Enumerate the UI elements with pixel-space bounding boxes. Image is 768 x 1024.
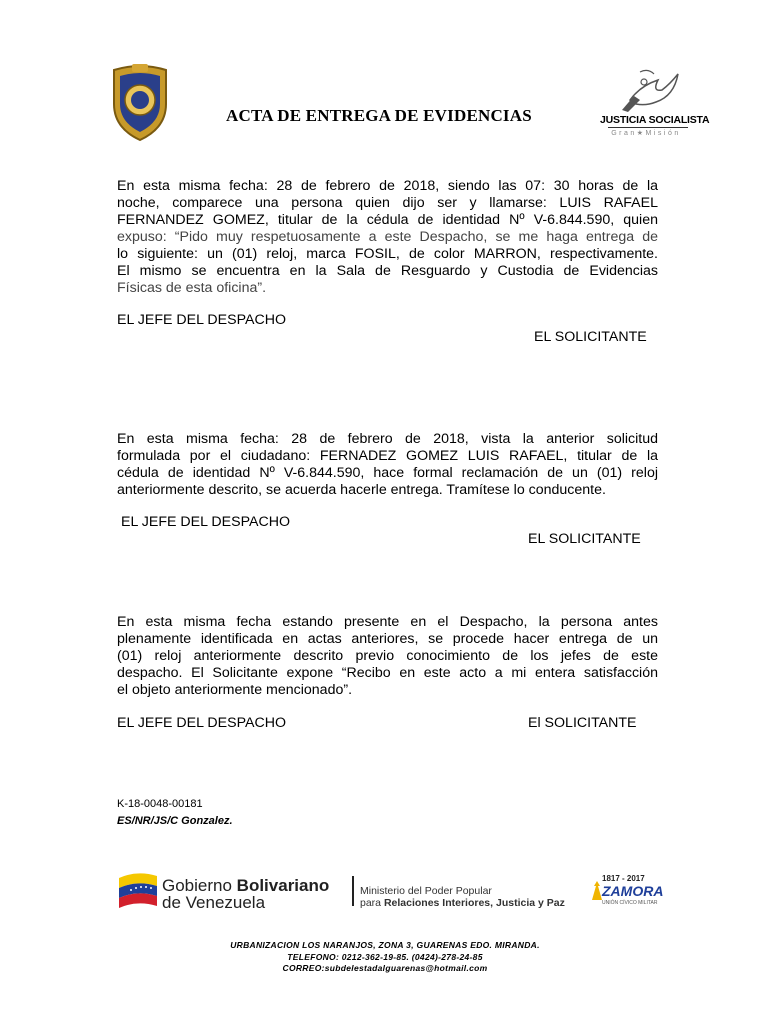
- logo-subcaption: Gran★Misión: [611, 130, 681, 137]
- case-number: K-18-0048-00181: [117, 798, 203, 810]
- paragraph-line: plenamente identificada en actas anteriores, se procede hacer entrega de un: [117, 631, 658, 647]
- document-title: ACTA DE ENTREGA DE EVIDENCIAS: [226, 106, 532, 125]
- paragraph-line: En esta misma fecha estando presente en el Despacho, la persona antes: [117, 614, 658, 630]
- ministerio-line-2: para Relaciones Interiores, Justicia y Paz: [360, 897, 565, 909]
- paragraph-line: lo siguiente: un (01) reloj, marca FOSIL, de color MARRON, respectivamente.: [117, 246, 658, 262]
- ministerio-line-1: Ministerio del Poder Popular: [360, 885, 492, 897]
- jefe-signature-label: EL JEFE DEL DESPACHO: [117, 715, 286, 731]
- paragraph-line: El mismo se encuentra en la Sala de Resguardo y Custodia de Evidencias: [117, 263, 658, 279]
- solicitante-signature-label: EL SOLICITANTE: [528, 531, 641, 547]
- dove-logo: [600, 66, 692, 114]
- paragraph-acuerdo: [117, 431, 658, 499]
- zamora-name: ZAMORA: [602, 883, 664, 899]
- footer-address: URBANIZACION LOS NARANJOS, ZONA 3, GUARENAS EDO. MIRANDA.: [230, 940, 540, 950]
- jefe-signature-label: EL JEFE DEL DESPACHO: [117, 312, 286, 328]
- gobierno-line-1: Gobierno Bolivariano: [162, 876, 330, 895]
- author-initials: ES/NR/JS/C Gonzalez.: [117, 815, 233, 827]
- paragraph-line: FERNANDEZ GOMEZ, titular de la cédula de identidad Nº V-6.844.590, quien: [117, 212, 658, 228]
- paragraph-entrega: [117, 614, 658, 699]
- logo-divider: [608, 127, 688, 128]
- paragraph-line: el objeto anteriormente mencionado”.: [117, 682, 353, 698]
- zamora-years: 1817 - 2017: [602, 874, 645, 883]
- paragraph-line: Físicas de esta oficina”.: [117, 280, 267, 296]
- paragraph-line: noche, comparece una persona quien dijo ser y llamarse: LUIS RAFAEL: [117, 195, 658, 211]
- footer-phone: TELEFONO: 0212-362-19-85. (0424)-278-24-85: [287, 952, 483, 962]
- cicpc-shield-logo: [108, 64, 172, 142]
- jefe-signature-label: EL JEFE DEL DESPACHO: [121, 514, 290, 530]
- paragraph-line: despacho. El Solicitante expone “Recibo en este acto a mi entera satisfacción: [117, 665, 658, 681]
- paragraph-line: En esta misma fecha: 28 de febrero de 2018, vista la anterior solicitud: [117, 431, 658, 447]
- solicitante-signature-label: El SOLICITANTE: [528, 715, 637, 731]
- paragraph-line: En esta misma fecha: 28 de febrero de 2018, siendo las 07: 30 horas de la: [117, 178, 658, 194]
- solicitante-signature-label: EL SOLICITANTE: [534, 329, 647, 345]
- footer-divider: [352, 876, 354, 906]
- paragraph-solicitud: [117, 178, 658, 297]
- paragraph-line: expuso: “Pido muy respetuosamente a este Despacho, se me haga entrega de: [117, 229, 658, 245]
- paragraph-line: anteriormente descrito, se acuerda hacerle entrega. Tramítese lo conducente.: [117, 482, 606, 498]
- zamora-sub: UNIÓN CÍVICO MILITAR: [602, 900, 658, 906]
- justicia-socialista-logo: [600, 66, 710, 142]
- paragraph-line: (01) reloj anteriormente descrito previo conocimiento de los jefes de este: [117, 648, 658, 664]
- venezuela-flag-icon: [117, 868, 159, 910]
- paragraph-line: formulada por el ciudadano: FERNADEZ GOMEZ LUIS RAFAEL, titular de la: [117, 448, 658, 464]
- logo-caption: JUSTICIA SOCIALISTA: [600, 114, 710, 126]
- paragraph-line: cédula de identidad Nº V-6.844.590, hace formal reclamación de un (01) reloj: [117, 465, 658, 481]
- gobierno-line-2: de Venezuela: [162, 893, 266, 912]
- footer-email: CORREO:subdelestadalguarenas@hotmail.com: [282, 963, 488, 973]
- zamora-bicentenario-logo: [588, 874, 664, 912]
